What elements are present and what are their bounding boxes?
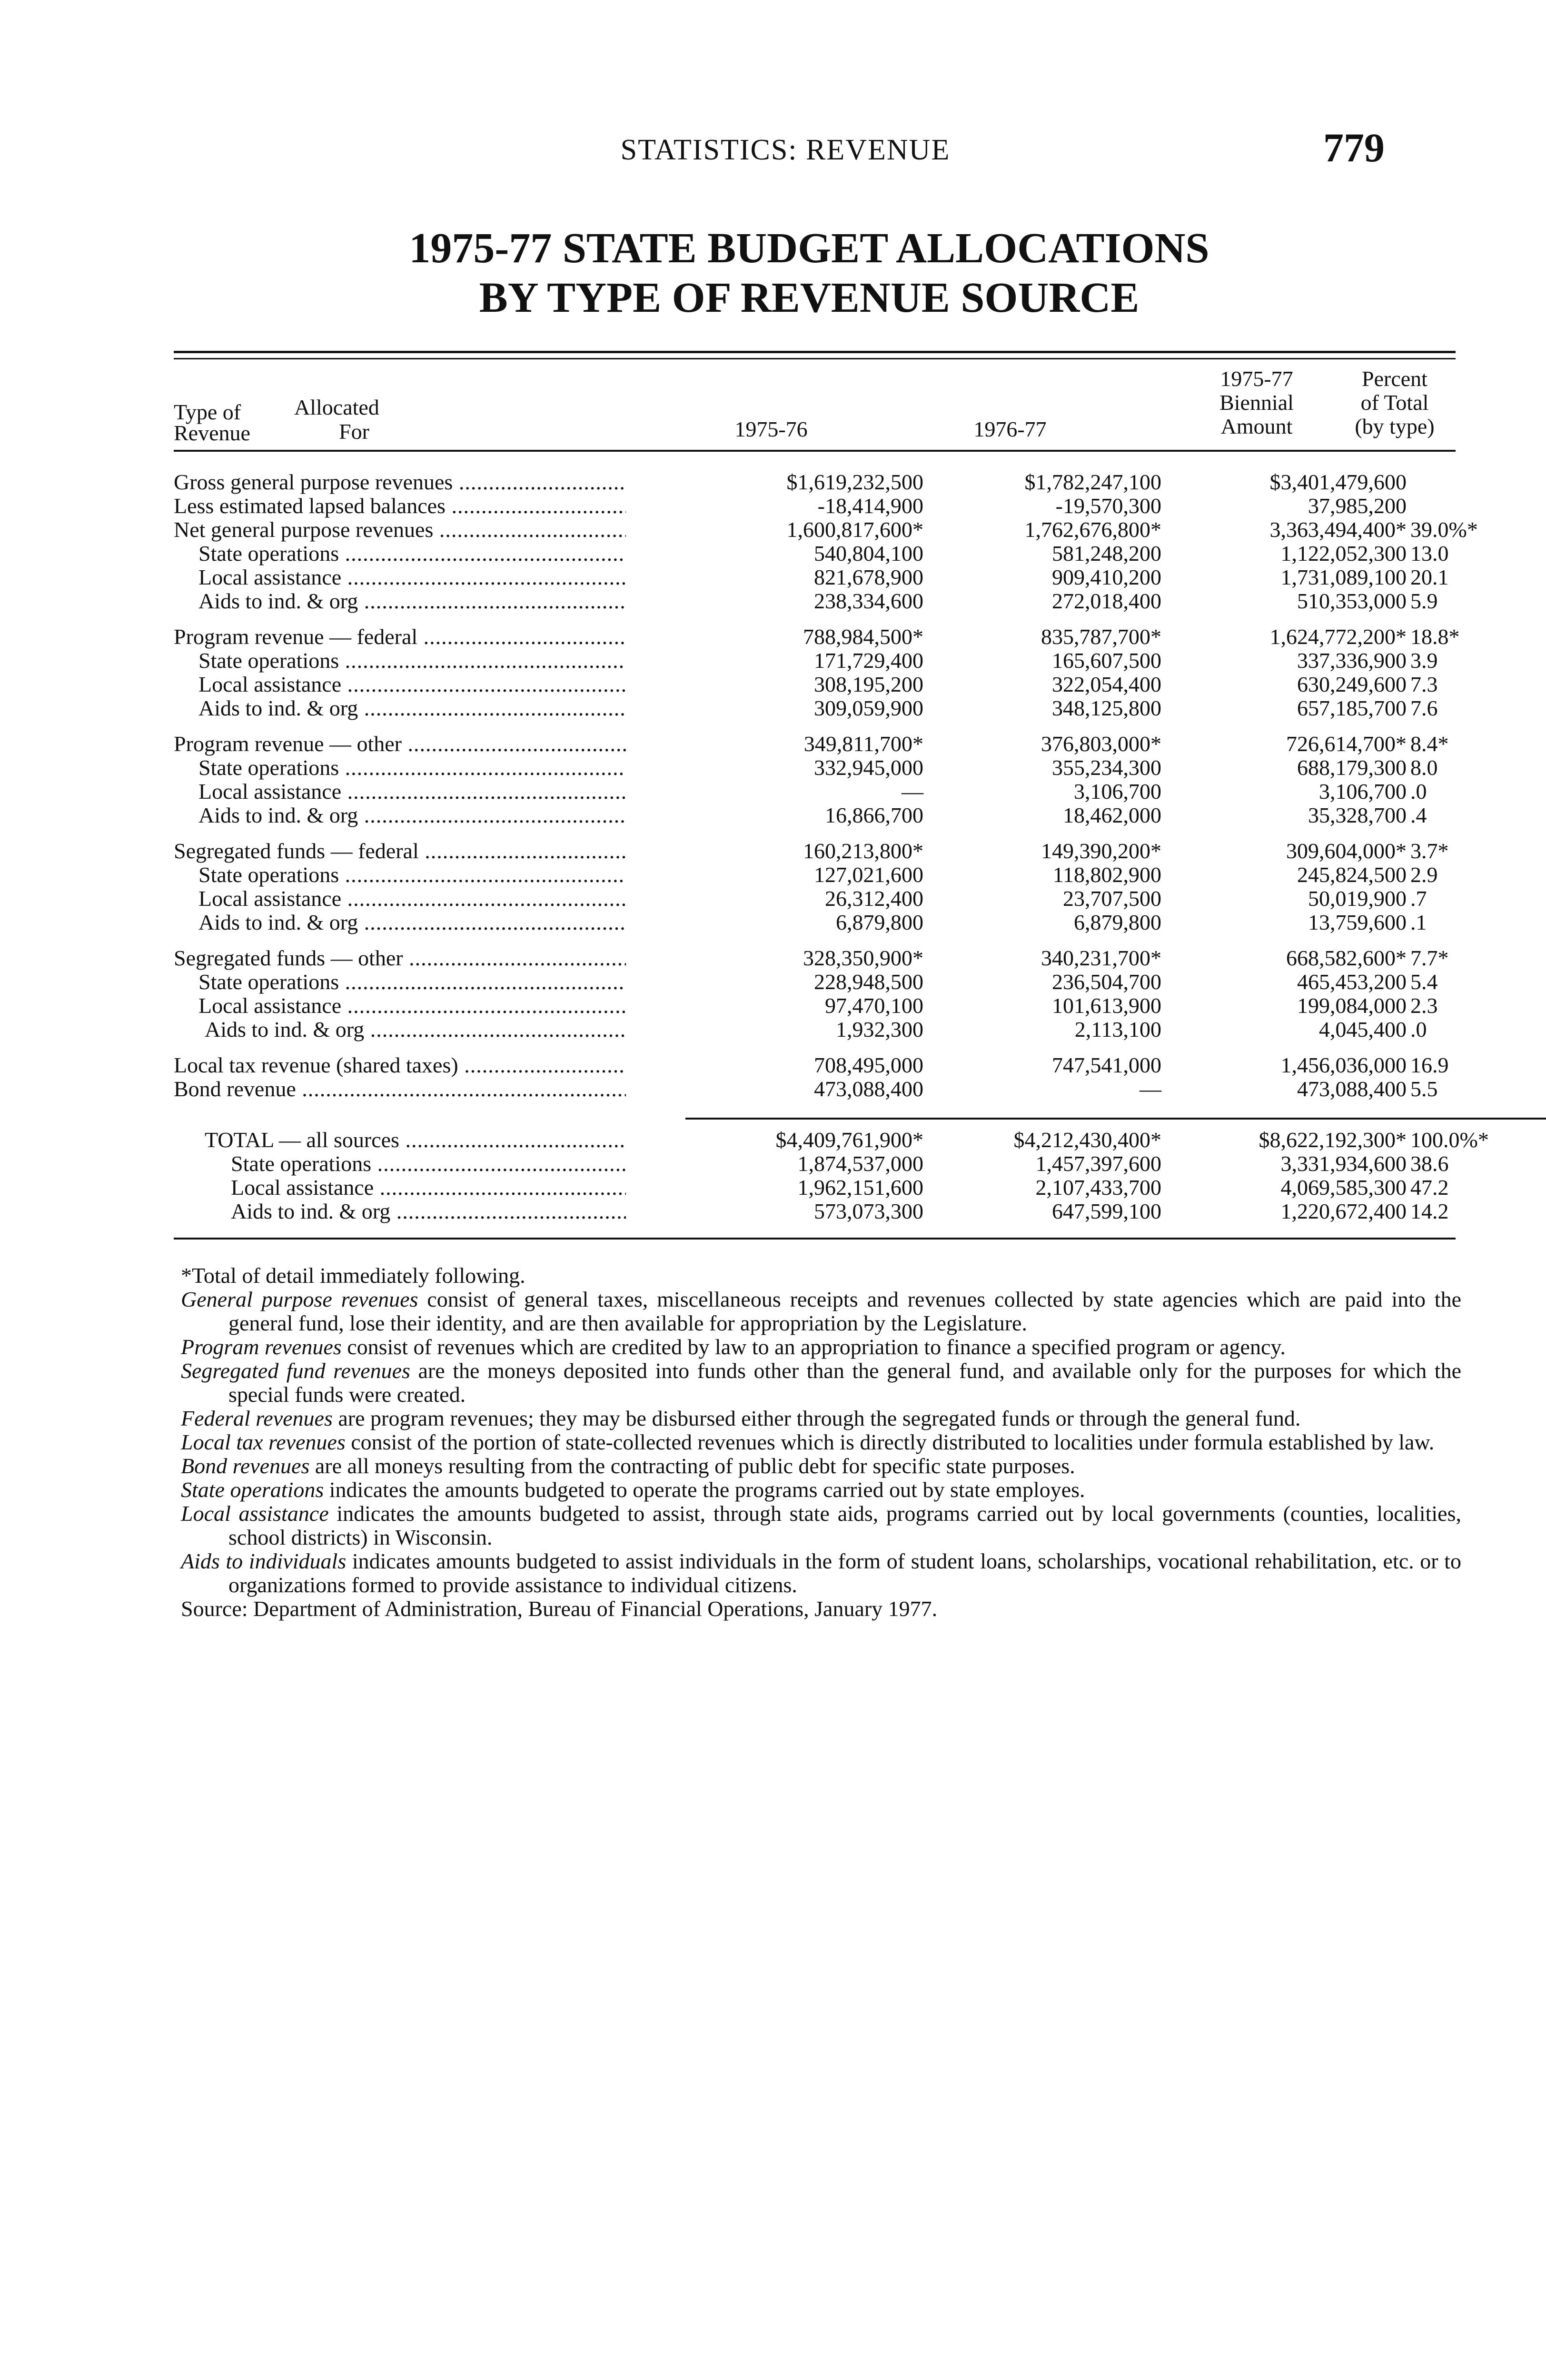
footnote-text: are the moneys deposited into funds other than the general fund, and available only for the purposes for which the special funds were created.	[228, 1359, 1461, 1407]
table-row	[174, 946, 1456, 970]
header-col4-line1: Percent	[1362, 367, 1427, 391]
footnote-text: consist of general taxes, miscellaneous receipts and revenues collected by state agencies which are paid into the general fund, lose their identity, and are then available for appropriation by the Legislature.	[228, 1287, 1462, 1335]
running-head: STATISTICS: REVENUE	[620, 134, 951, 166]
footnote	[181, 1549, 1461, 1597]
footnote-term: Federal revenues	[181, 1406, 333, 1430]
cell-percent: 47.2	[1410, 1175, 1449, 1200]
row-label: Less estimated lapsed balances .....	[174, 494, 626, 518]
footnote-term: Local assistance	[181, 1501, 329, 1526]
row-label: State operations .....	[198, 756, 626, 780]
cell-1976-77: -19,570,300	[1055, 494, 1161, 518]
cell-percent: 14.2	[1410, 1199, 1449, 1223]
header-bottom-rule	[174, 450, 1456, 452]
footnotes	[181, 1264, 1461, 1621]
row-label: Local assistance .....	[198, 994, 626, 1018]
cell-1975-76: 332,945,000	[814, 755, 923, 780]
cell-biennial: 473,088,400	[1297, 1077, 1407, 1101]
cell-1975-76: 708,495,000	[814, 1053, 923, 1077]
cell-1976-77: 340,231,700*	[1041, 946, 1161, 970]
cell-percent: 39.0%*	[1410, 517, 1478, 542]
cell-1976-77: 23,707,500	[1063, 886, 1161, 911]
table-row-total	[174, 1128, 1489, 1152]
title-line-1: 1975-77 STATE BUDGET ALLOCATIONS	[409, 225, 1209, 272]
footnote-term: General purpose revenues	[181, 1287, 418, 1311]
row-label: Aids to ind. & org .....	[198, 589, 626, 613]
row-label: Program revenue — other .....	[174, 732, 626, 756]
cell-1975-76: 160,213,800*	[803, 839, 923, 863]
row-label: State operations .....	[198, 970, 626, 994]
cell-biennial: 13,759,600	[1308, 910, 1407, 934]
header-col4-line2: of Total	[1360, 390, 1429, 415]
footnote-text: are program revenues; they may be disbursed either through the segregated funds or through the general fund.	[332, 1406, 1301, 1430]
cell-biennial: 199,084,000	[1297, 993, 1407, 1018]
cell-1975-76: 573,073,300	[814, 1199, 923, 1223]
cell-1975-76: $1,619,232,500	[786, 470, 923, 494]
cell-biennial: 3,331,934,600	[1280, 1151, 1407, 1176]
cell-1975-76: 540,804,100	[814, 541, 923, 565]
cell-biennial: 465,453,200	[1297, 970, 1407, 994]
cell-1976-77: 6,879,800	[1074, 910, 1161, 934]
row-label: Gross general purpose revenues .....	[174, 470, 626, 494]
header-col3-line1: 1975-77	[1220, 367, 1293, 391]
table-row	[174, 970, 1456, 994]
cell-percent: 100.0%*	[1410, 1128, 1489, 1152]
cell-1976-77: —	[1140, 1077, 1161, 1101]
cell-1976-77: $4,212,430,400*	[1013, 1128, 1161, 1152]
row-label: State operations .....	[231, 1152, 626, 1176]
cell-1976-77: 149,390,200*	[1041, 839, 1161, 863]
row-label: TOTAL — all sources .....	[205, 1128, 626, 1152]
cell-1975-76: 1,962,151,600	[797, 1175, 923, 1200]
cell-percent: 5.5	[1410, 1077, 1438, 1101]
footnote	[181, 1359, 1461, 1407]
footnote-text: indicates the amounts budgeted to assist, through state aids, programs carried out by local governments (counties, localities, school districts) in Wisconsin.	[228, 1501, 1461, 1549]
cell-1976-77: 2,113,100	[1074, 1017, 1161, 1041]
cell-1976-77: $1,782,247,100	[1024, 470, 1161, 494]
cell-1975-76: 473,088,400	[814, 1077, 923, 1101]
cell-biennial: 1,220,672,400	[1280, 1199, 1407, 1223]
cell-biennial: 1,624,772,200*	[1269, 625, 1407, 649]
cell-percent: 2.3	[1410, 993, 1438, 1018]
row-label: Aids to ind. & org .....	[198, 696, 626, 720]
cell-1975-76: 788,984,500*	[803, 625, 923, 649]
page-number: 779	[1323, 125, 1385, 170]
cell-1975-76: 127,021,600	[814, 863, 923, 887]
cell-1976-77: 348,125,800	[1052, 696, 1161, 720]
row-label: Local assistance .....	[198, 780, 626, 803]
footnote-text: indicates the amounts budgeted to operate the programs carried out by state employes.	[324, 1478, 1085, 1502]
footnote	[181, 1288, 1461, 1335]
footnote-term: Segregated fund revenues	[181, 1359, 410, 1383]
footnote	[181, 1430, 1461, 1454]
header-for: For	[339, 419, 369, 444]
cell-biennial: 1,456,036,000	[1280, 1053, 1407, 1077]
footnote-text: consist of revenues which are credited by law to an appropriation to finance a specified program or agency.	[341, 1335, 1286, 1359]
cell-1976-77: 376,803,000*	[1041, 732, 1161, 756]
table-row	[174, 625, 1460, 649]
cell-percent: 2.9	[1410, 863, 1438, 887]
cell-1976-77: 3,106,700	[1074, 779, 1161, 803]
cell-biennial: 4,045,400	[1319, 1017, 1407, 1041]
cell-percent: .0	[1410, 779, 1427, 803]
footnote	[181, 1264, 1461, 1288]
header-type-of: Type of	[174, 400, 241, 424]
footnote-term: State operations	[181, 1478, 324, 1502]
cell-percent: 8.0	[1410, 755, 1438, 780]
row-label: Local assistance .....	[198, 565, 626, 589]
cell-percent: 3.7*	[1410, 839, 1449, 863]
row-label: State operations .....	[198, 649, 626, 673]
cell-1976-77: 1,762,676,800*	[1024, 517, 1161, 542]
title-line-2: BY TYPE OF REVENUE SOURCE	[479, 274, 1140, 321]
footnote	[181, 1502, 1461, 1549]
cell-biennial: 50,019,900	[1308, 886, 1407, 911]
header-revenue: Revenue	[174, 421, 250, 445]
table-row	[174, 1200, 1456, 1223]
table-title	[238, 224, 1380, 323]
cell-1975-76: 1,932,300	[836, 1017, 923, 1041]
row-label: Aids to ind. & org .....	[198, 911, 626, 934]
table-row	[174, 673, 1456, 696]
row-label: Local assistance .....	[198, 673, 626, 696]
cell-1975-76: —	[902, 779, 923, 803]
row-label: Segregated funds — federal .....	[174, 839, 626, 863]
cell-1975-76: -18,414,900	[817, 494, 923, 518]
cell-percent: 5.9	[1410, 589, 1438, 613]
cell-1975-76: 821,678,900	[814, 565, 923, 589]
cell-biennial: 3,363,494,400*	[1269, 517, 1407, 542]
row-label: Net general purpose revenues .....	[174, 518, 626, 542]
row-label: Bond revenue .....	[174, 1077, 626, 1101]
cell-1975-76: 16,866,700	[825, 803, 923, 827]
footnote	[181, 1407, 1461, 1430]
header-col3-line3: Amount	[1220, 414, 1293, 438]
cell-1975-76: 171,729,400	[814, 648, 923, 673]
row-label: Aids to ind. & org .....	[205, 1018, 626, 1041]
cell-percent: .4	[1410, 803, 1427, 827]
cell-1976-77: 355,234,300	[1052, 755, 1161, 780]
cell-1976-77: 2,107,433,700	[1035, 1175, 1161, 1200]
cell-1976-77: 18,462,000	[1063, 803, 1161, 827]
header-col3-line2: Biennial	[1219, 390, 1294, 415]
table-row	[174, 1053, 1456, 1077]
table-row	[174, 649, 1456, 673]
table-row	[174, 517, 1478, 542]
cell-1976-77: 272,018,400	[1052, 589, 1161, 613]
cell-biennial: 3,106,700	[1319, 779, 1407, 803]
cell-biennial: 726,614,700*	[1286, 732, 1407, 756]
header-top-rule-2	[174, 358, 1456, 359]
cell-biennial: $8,622,192,300*	[1259, 1128, 1407, 1152]
footnote-term: Bond revenues	[181, 1454, 310, 1478]
cell-1975-76: 328,350,900*	[803, 946, 923, 970]
header-allocated: Allocated	[294, 395, 379, 419]
cell-1976-77: 1,457,397,600	[1035, 1151, 1161, 1176]
cell-1976-77: 322,054,400	[1052, 672, 1161, 696]
footnote	[181, 1454, 1461, 1478]
footnote-text: *Total of detail immediately following.	[181, 1263, 525, 1288]
table-row	[174, 887, 1456, 911]
cell-biennial: 510,353,000	[1297, 589, 1407, 613]
cell-percent: 7.6	[1410, 696, 1438, 720]
cell-biennial: 37,985,200	[1308, 494, 1407, 518]
cell-percent: 7.7*	[1410, 946, 1449, 970]
cell-biennial: 4,069,585,300	[1280, 1175, 1407, 1200]
table-row	[174, 470, 1456, 494]
cell-biennial: 630,249,600	[1297, 672, 1407, 696]
footnote-text: are all moneys resulting from the contracting of public debt for specific state purposes.	[309, 1454, 1075, 1478]
header-col-1976-77: 1976-77	[973, 417, 1047, 441]
footnote-term: Program revenues	[181, 1335, 342, 1359]
table-row	[174, 780, 1456, 803]
total-rule	[685, 1118, 1546, 1120]
cell-1976-77: 647,599,100	[1052, 1199, 1161, 1223]
cell-biennial: 245,824,500	[1297, 863, 1407, 887]
table-row	[174, 756, 1456, 780]
row-label: State operations .....	[198, 863, 626, 887]
cell-1976-77: 118,802,900	[1052, 863, 1161, 887]
cell-biennial: 657,185,700	[1297, 696, 1407, 720]
table-row	[174, 803, 1456, 827]
footnote-term: Local tax revenues	[181, 1430, 346, 1454]
cell-percent: .7	[1410, 886, 1427, 911]
table-row	[174, 542, 1456, 565]
row-label: Local tax revenue (shared taxes) .....	[174, 1053, 626, 1077]
cell-1976-77: 101,613,900	[1052, 993, 1161, 1018]
cell-percent: 3.9	[1410, 648, 1438, 673]
cell-1975-76: $4,409,761,900*	[775, 1128, 923, 1152]
cell-1975-76: 238,334,600	[814, 589, 923, 613]
row-label: Local assistance .....	[231, 1176, 626, 1200]
table-bottom-rule	[174, 1238, 1456, 1240]
cell-1975-76: 228,948,500	[814, 970, 923, 994]
cell-percent: 5.4	[1410, 970, 1438, 994]
cell-percent: 7.3	[1410, 672, 1438, 696]
header-col-1975-76: 1975-76	[734, 417, 808, 441]
cell-1975-76: 309,059,900	[814, 696, 923, 720]
cell-biennial: 688,179,300	[1297, 755, 1407, 780]
cell-1976-77: 747,541,000	[1052, 1053, 1161, 1077]
table-row	[174, 1018, 1456, 1041]
cell-1975-76: 97,470,100	[825, 993, 923, 1018]
row-label: Segregated funds — other .....	[174, 946, 626, 970]
row-label: State operations .....	[198, 542, 626, 565]
cell-biennial: 1,731,089,100	[1280, 565, 1407, 589]
row-label: Aids to ind. & org .....	[231, 1200, 626, 1223]
cell-biennial: 1,122,052,300	[1280, 541, 1407, 565]
row-label: Aids to ind. & org .....	[198, 803, 626, 827]
cell-percent: 13.0	[1410, 541, 1449, 565]
cell-1975-76: 26,312,400	[825, 886, 923, 911]
cell-1975-76: 1,600,817,600*	[786, 517, 923, 542]
table-row	[174, 863, 1456, 887]
cell-biennial: $3,401,479,600	[1269, 470, 1407, 494]
table-row	[174, 1176, 1456, 1200]
table-row	[174, 911, 1456, 934]
footnote-text: consist of the portion of state-collected revenues which is directly distributed to localities under formula established by law.	[345, 1430, 1435, 1454]
cell-percent: 38.6	[1410, 1151, 1449, 1176]
footnote	[181, 1335, 1461, 1359]
table-row	[174, 565, 1456, 589]
cell-percent: .0	[1410, 1017, 1427, 1041]
table-row	[174, 732, 1456, 756]
cell-percent: .1	[1410, 910, 1427, 934]
header-col4-line3: (by type)	[1355, 414, 1435, 438]
cell-biennial: 35,328,700	[1308, 803, 1407, 827]
footnote-text: Source: Department of Administration, Bureau of Financial Operations, January 1977.	[181, 1597, 938, 1621]
footnote	[181, 1478, 1461, 1502]
cell-percent: 8.4*	[1410, 732, 1449, 756]
cell-1975-76: 349,811,700*	[803, 732, 923, 756]
source-note	[181, 1597, 1461, 1621]
table-row	[174, 696, 1456, 720]
table-row	[174, 1152, 1456, 1176]
table-row	[174, 839, 1456, 863]
cell-percent: 20.1	[1410, 565, 1449, 589]
cell-biennial: 309,604,000*	[1286, 839, 1407, 863]
cell-1976-77: 835,787,700*	[1041, 625, 1161, 649]
cell-1975-76: 308,195,200	[814, 672, 923, 696]
cell-1975-76: 6,879,800	[836, 910, 923, 934]
cell-percent: 16.9	[1410, 1053, 1449, 1077]
table-row	[174, 589, 1456, 613]
cell-1976-77: 165,607,500	[1052, 648, 1161, 673]
cell-1975-76: 1,874,537,000	[797, 1151, 923, 1176]
cell-biennial: 668,582,600*	[1286, 946, 1407, 970]
footnote-text: indicates amounts budgeted to assist individuals in the form of student loans, scholarships, vocational rehabilitation, etc. or to organizations formed to provide assistance to individual citizens.	[228, 1549, 1461, 1597]
header-top-rule	[174, 351, 1456, 353]
row-label: Local assistance .....	[198, 887, 626, 911]
table-row	[174, 994, 1456, 1018]
footnote-term: Aids to individuals	[181, 1549, 347, 1573]
row-label: Program revenue — federal .....	[174, 625, 626, 649]
table-row	[174, 1077, 1456, 1101]
cell-1976-77: 909,410,200	[1052, 565, 1161, 589]
cell-1976-77: 581,248,200	[1052, 541, 1161, 565]
cell-1976-77: 236,504,700	[1052, 970, 1161, 994]
cell-biennial: 337,336,900	[1297, 648, 1407, 673]
table-row	[174, 494, 1456, 518]
cell-percent: 18.8*	[1410, 625, 1460, 649]
